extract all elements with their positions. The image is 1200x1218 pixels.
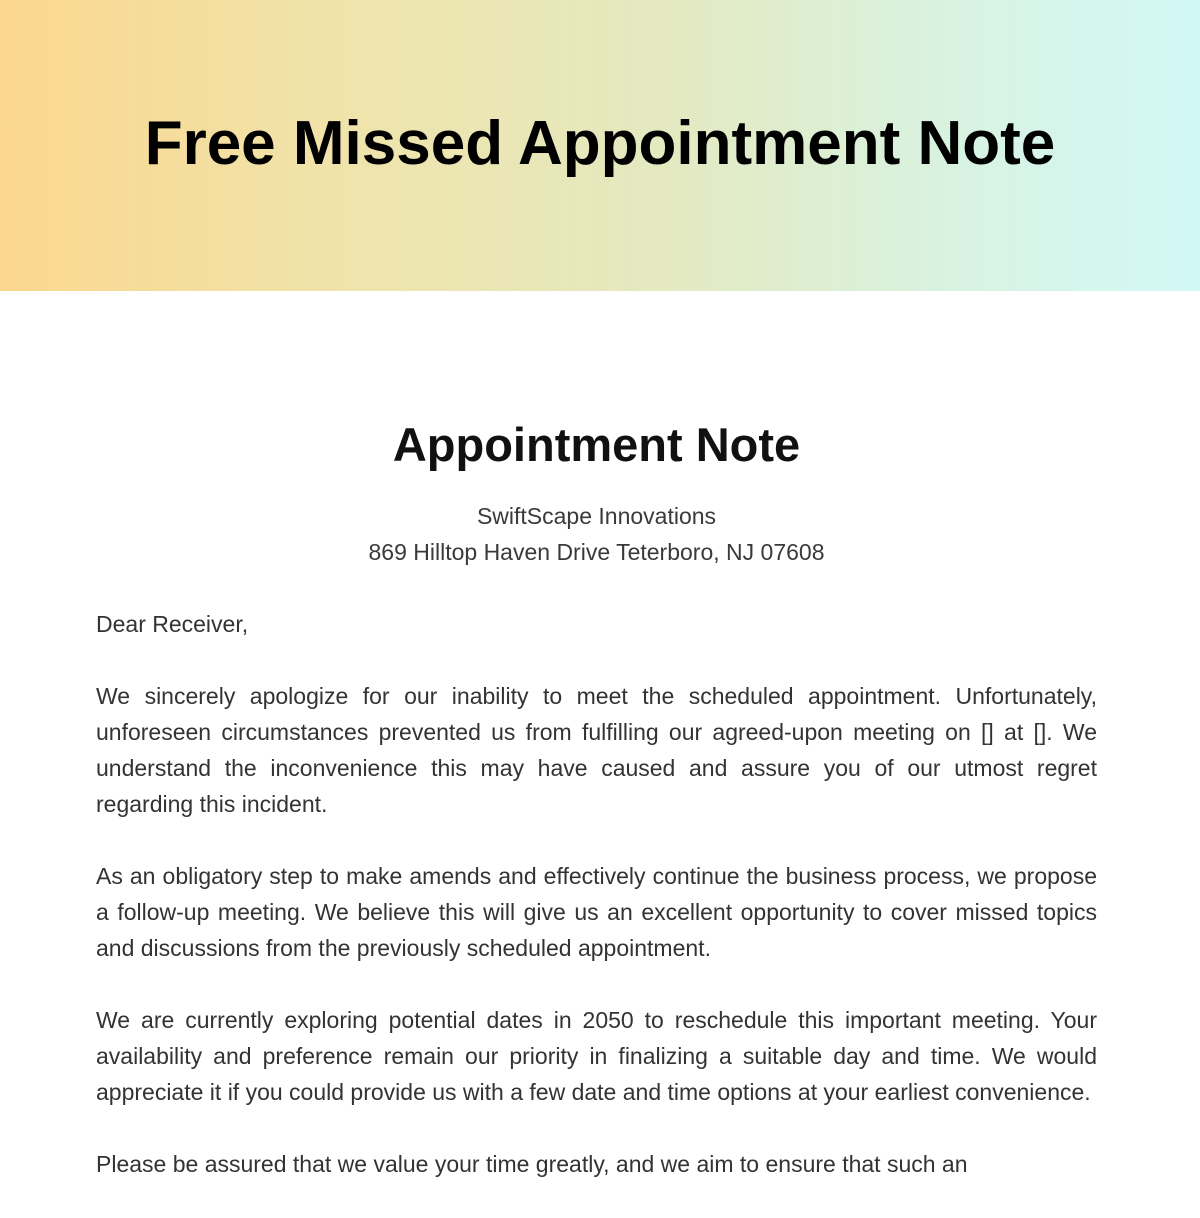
letter-paragraph: We are currently exploring potential dates in 2050 to reschedule this important meeting. Your availability and preference remain our priority in finalizing a suitable day and time. We would appreciate it if you could provide us with a few date and time options at your earliest convenience. bbox=[96, 1007, 1097, 1105]
company-name: SwiftScape Innovations bbox=[476, 503, 717, 529]
document-title: Appointment Note bbox=[392, 418, 801, 471]
salutation: Dear Receiver, bbox=[96, 611, 249, 637]
letter-paragraph: As an obligatory step to make amends and effectively continue the business process, we propose a follow-up meeting. We believe this will give us an excellent opportunity to cover missed topics and discussions from the previously scheduled appointment. bbox=[96, 863, 1097, 961]
letter-paragraph: We sincerely apologize for our inability to meet the scheduled appointment. Unfortunately, unforeseen circumstances prevented us from fulfilling our agreed-upon meeting on [] at []. We understand the inconvenience this may have caused and assure you of our utmost regret regarding this incident. bbox=[96, 683, 1097, 817]
company-info bbox=[96, 498, 1097, 570]
document-body bbox=[96, 410, 1097, 1218]
letter-paragraph: Please be assured that we value your time greatly, and we aim to ensure that such an bbox=[96, 1151, 968, 1177]
banner-title: Free Missed Appointment Note bbox=[144, 109, 1056, 178]
letter-content bbox=[96, 606, 1097, 1182]
header-banner bbox=[0, 0, 1200, 291]
company-address: 869 Hilltop Haven Drive Teterboro, NJ 07608 bbox=[368, 539, 825, 565]
